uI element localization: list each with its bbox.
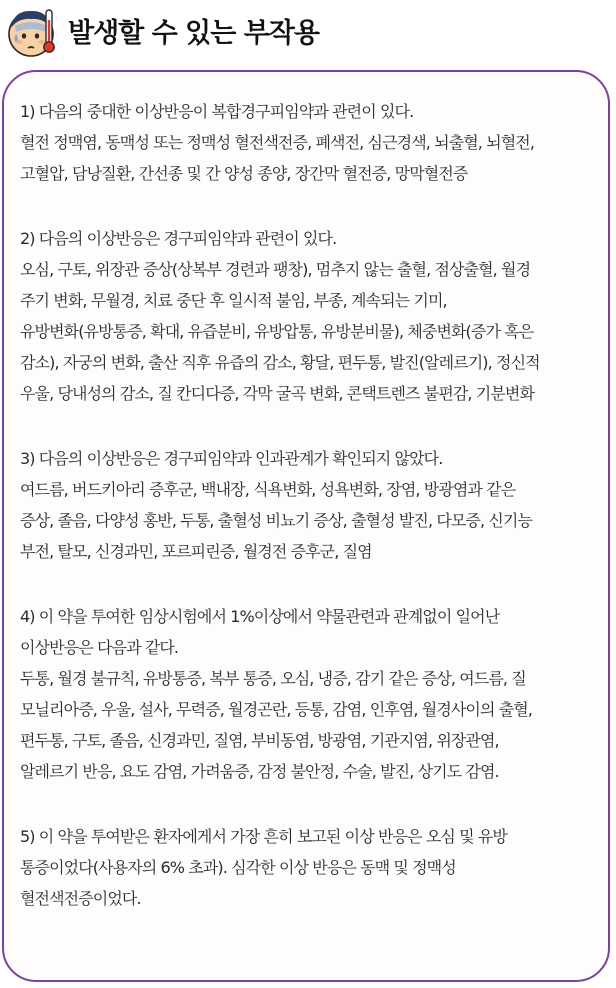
section-clinical-trial-reactions	[20, 601, 604, 787]
section-heading: 2) 다음의 이상반응은 경구피임약과 관련이 있다.	[20, 229, 337, 248]
section-heading: 4) 이 약을 투여한 임상시험에서 1%이상에서 약물관련과 관계없이 일어난	[20, 607, 500, 626]
section-most-common-reactions	[20, 821, 604, 914]
section-heading: 5) 이 약을 투여받은 환자에게서 가장 흔히 보고된 이상 반응은 오심 및 유방	[20, 827, 507, 846]
section-text-line: 알레르기 반응, 요도 감염, 가려움증, 감정 불안정, 수술, 발진, 상기도 감염.	[20, 762, 499, 781]
section-text-line: 혈전 정맥염, 동맥성 또는 정맥성 혈전색전증, 폐색전, 심근경색, 뇌출혈, 뇌혈전,	[20, 133, 535, 152]
section-text-line: 편두통, 구토, 졸음, 신경과민, 질염, 부비동염, 방광염, 기관지염, 위장관염,	[20, 731, 499, 750]
page-title: 발생할 수 있는 부작용	[68, 18, 319, 49]
section-text-line: 통증이었다(사용자의 6% 초과). 심각한 이상 반응은 동맥 및 정맥성	[20, 858, 456, 877]
section-unconfirmed-reactions	[20, 443, 604, 567]
page-header	[0, 0, 616, 66]
section-text-line: 감소), 자궁의 변화, 출산 직후 유즙의 감소, 황달, 편두통, 발진(알레르기), 정신적	[20, 353, 540, 372]
side-effects-card	[2, 70, 610, 982]
side-effects-content	[20, 96, 604, 914]
section-serious-reactions	[20, 96, 604, 189]
section-text-line: 주기 변화, 무월경, 치료 중단 후 일시적 불임, 부종, 계속되는 기미,	[20, 291, 447, 310]
section-text-line: 오심, 구토, 위장관 증상(상복부 경련과 팽창), 멈추지 않는 출혈, 점상출혈, 월경	[20, 260, 531, 279]
section-text-line: 고혈압, 담낭질환, 간선종 및 간 양성 종양, 장간막 혈전증, 망막혈전증	[20, 164, 468, 183]
section-text-line: 모닐리아증, 우울, 설사, 무력증, 월경곤란, 등통, 감염, 인후염, 월경사이의 출혈,	[20, 700, 533, 719]
section-heading: 이상반응은 다음과 같다.	[20, 638, 179, 657]
section-text-line: 혈전색전증이었다.	[20, 889, 141, 908]
section-heading: 1) 다음의 중대한 이상반응이 복합경구피임약과 관련이 있다.	[20, 102, 414, 121]
section-text-line: 유방변화(유방통증, 확대, 유즙분비, 유방압통, 유방분비물), 체중변화(증가 혹은	[20, 322, 534, 341]
section-text-line: 여드름, 버드키아리 증후군, 백내장, 식욕변화, 성욕변화, 장염, 방광염과 같은	[20, 480, 516, 499]
section-text-line: 증상, 졸음, 다양성 홍반, 두통, 출혈성 비뇨기 증상, 출혈성 발진, 다모증, 신기능	[20, 511, 533, 530]
section-text-line: 우울, 당내성의 감소, 질 칸디다증, 각막 굴곡 변화, 콘택트렌즈 불편감, 기분변화	[20, 384, 535, 403]
section-related-reactions	[20, 223, 604, 409]
sick-face-with-thermometer-icon	[6, 4, 66, 62]
section-heading: 3) 다음의 이상반응은 경구피임약과 인과관계가 확인되지 않았다.	[20, 449, 443, 468]
section-text-line: 두통, 월경 불규칙, 유방통증, 복부 통증, 오심, 냉증, 감기 같은 증상, 여드름, 질	[20, 669, 526, 688]
section-text-line: 부전, 탈모, 신경과민, 포르피린증, 월경전 증후군, 질염	[20, 542, 372, 561]
